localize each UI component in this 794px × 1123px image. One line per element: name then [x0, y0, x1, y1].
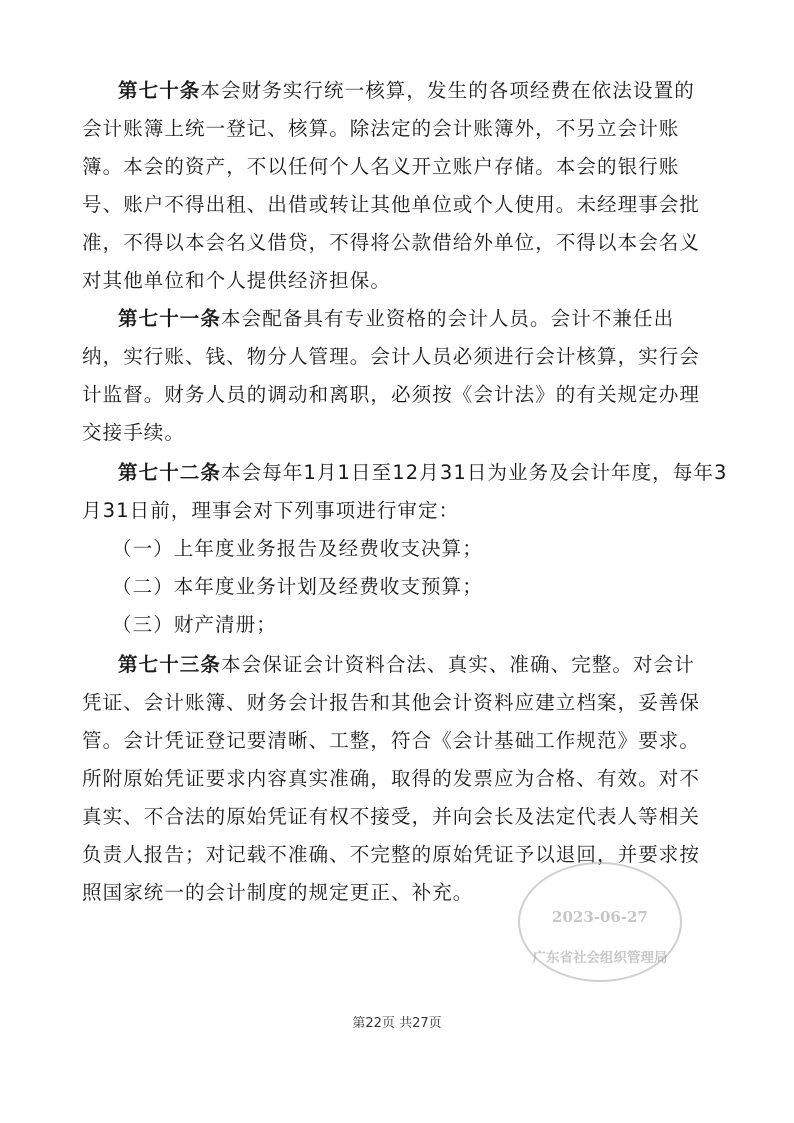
article-71-heading: 第七十一条	[118, 307, 222, 330]
article-71-line-3: 计监督。财务人员的调动和离职，必须按《会计法》的有关规定办理	[82, 383, 701, 406]
article-70-line-3: 簿。本会的资产，不以任何个人名义开立账户存储。本会的银行账	[82, 155, 680, 178]
article-72-item-1: （一）上年度业务报告及经费收支决算；	[112, 537, 483, 560]
article-72-item-3: （三）财产清册；	[112, 613, 277, 636]
article-70-line-4: 号、账户不得出租、出借或转让其他单位或个人使用。未经理事会批	[82, 193, 701, 216]
article-73-heading: 第七十三条	[118, 653, 222, 676]
stamp-date: 2023-06-27	[552, 908, 648, 926]
article-72-line-2: 月31日前，理事会对下列事项进行审定：	[82, 499, 460, 522]
article-73-line-6: 负责人报告；对记载不准确、不完整的原始凭证予以退回，并要求按	[82, 843, 701, 866]
article-72-item-2: （二）本年度业务计划及经费收支预算；	[112, 575, 483, 598]
article-73-line-4: 所附原始凭证要求内容真实准确，取得的发票应为合格、有效。对不	[82, 767, 701, 790]
article-71-line-1: 第七十一条本会配备具有专业资格的会计人员。会计不兼任出	[118, 307, 675, 330]
article-73-line-2: 凭证、会计账簿、财务会计报告和其他会计资料应建立档案，妥善保	[82, 691, 701, 714]
article-70-line-1: 第七十条本会财务实行统一核算，发生的各项经费在依法设置的	[118, 79, 695, 102]
article-71-line-4: 交接手续。	[82, 421, 186, 444]
stamp-organization: 广东省社会组织管理局	[532, 950, 668, 966]
article-70-line-5: 准，不得以本会名义借贷，不得将公款借给外单位，不得以本会名义	[82, 231, 701, 254]
article-70-line-2: 会计账簿上统一登记、核算。除法定的会计账簿外，不另立会计账	[82, 117, 680, 140]
article-70-line-6: 对其他单位和个人提供经济担保。	[82, 269, 392, 292]
page-number-footer: 第22页 共27页	[352, 1016, 442, 1031]
article-72-line-1: 第七十二条本会每年1月1日至12月31日为业务及会计年度，每年3	[118, 461, 728, 484]
article-72-heading: 第七十二条	[118, 461, 222, 484]
article-73-line-1: 第七十三条本会保证会计资料合法、真实、准确、完整。对会计	[118, 653, 695, 676]
article-73-line-3: 管。会计凭证登记要清晰、工整，符合《会计基础工作规范》要求。	[82, 729, 701, 752]
article-71-line-2: 纳，实行账、钱、物分人管理。会计人员必须进行会计核算，实行会	[82, 345, 701, 368]
article-70-heading: 第七十条	[118, 79, 201, 102]
article-73-line-7: 照国家统一的会计制度的规定更正、补充。	[82, 881, 474, 904]
article-73-line-5: 真实、不合法的原始凭证有权不接受，并向会长及法定代表人等相关	[82, 805, 701, 828]
official-seal-stamp	[518, 862, 682, 982]
